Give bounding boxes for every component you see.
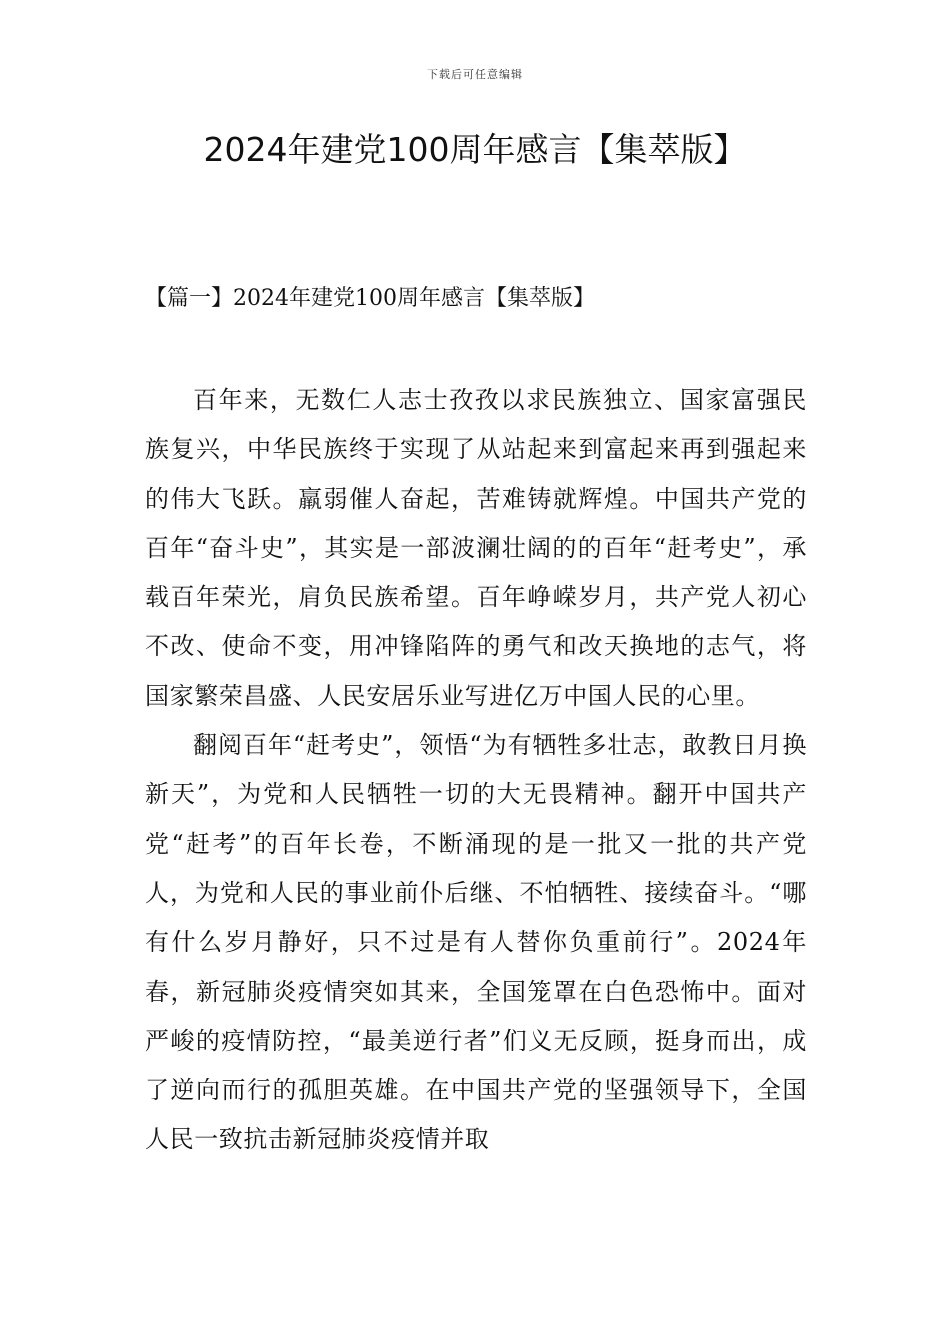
section-heading: 【篇一】2024年建党100周年感言【集萃版】 <box>145 286 595 311</box>
paragraph: 翻阅百年“赶考史”，领悟“为有牺牲多壮志，敢教日月换新天”，为党和人民牺牲一切的大无畏精神。翻开中国共产党“赶考”的百年长卷，不断涌现的是一批又一批的共产党人，为党和人民的事业前仆后继、不怕牺牲、接续奋斗。“哪有什么岁月静好，只不过是有人替你负重前行”。2024年春，新冠肺炎疫情突如其来，全国笼罩在白色恐怖中。面对严峻的疫情防控，“最美逆行者”们义无反顾，挺身而出，成了逆向而行的孤胆英雄。在中国共产党的坚强领导下，全国人民一致抗击新冠肺炎疫情并取 <box>145 731 807 1154</box>
document-body <box>145 376 807 1165</box>
paragraph: 百年来，无数仁人志士孜孜以求民族独立、国家富强民族复兴，中华民族终于实现了从站起来到富起来再到强起来的伟大飞跃。羸弱催人奋起，苦难铸就辉煌。中国共产党的百年“奋斗史”，其实是一部波澜壮阔的的百年“赶考史”，承载百年荣光，肩负民族希望。百年峥嵘岁月，共产党人初心不改、使命不变，用冲锋陷阵的勇气和改天换地的志气，将国家繁荣昌盛、人民安居乐业写进亿万中国人民的心里。 <box>145 386 807 710</box>
document-title: 2024年建党100周年感言【集萃版】 <box>203 130 747 169</box>
header-note: 下载后可任意编辑 <box>427 68 523 81</box>
